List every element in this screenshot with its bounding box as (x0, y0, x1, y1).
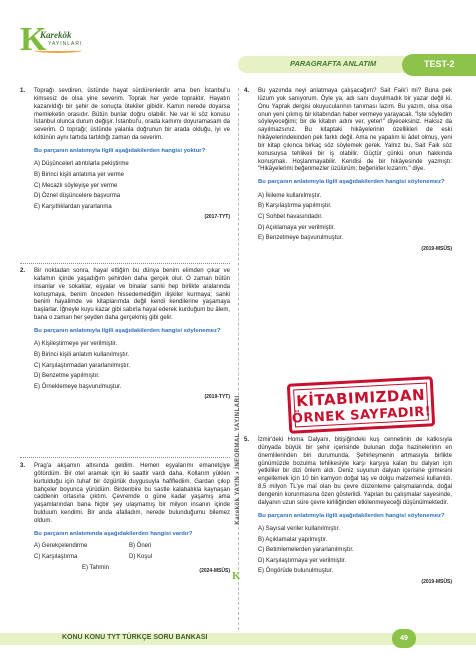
option-c[interactable]: C) Karşılaştırma (34, 554, 78, 561)
option-d[interactable]: D) Açıklamaya yer verilmiştir. (258, 224, 336, 231)
test-label: TEST-2 (424, 59, 455, 69)
publisher-logo (20, 20, 90, 62)
question-text: Bir noktadan sonra, hayal ettiğim bu dünya benim elimden çıkar ve kafamın içinde yaşadığım şehirden daha gerçek olur. O zaman bütün insanlar ve sokaklar, eşyalar ve binalar sanki hep birlikte aralarında konuşmaya, benim önceden hissedemediğim ilişkiler kurmaya; sanki benim hayalimde ve kitaplarımda değil kendi kendilerine yaşamaya başlarlar. İğneyle kuyu kazar gibi sabırla hayal ederek kurduğum bu âlem, bana o zaman her şeyden daha gerçekmiş gibi gelir. (34, 268, 230, 322)
option-c[interactable]: C) Karşılaştırmadan yararlanılmıştır. (34, 362, 131, 369)
options-list (34, 159, 230, 212)
question-number: 5. (244, 437, 250, 443)
question-text: Toprağı sevdiren, üstünde hayat sürdürenlerdir ama ben İstanbul'u kimsesiz de olsa yine severim. Toprak her yerde topraktır. Hayatın kazanıldığı bir şehir de sonuçta ötekiler gibidir. Kamın nerede doyarsa memleketin orasıdır. Bütün bunlar doğru olabilir. Ne var ki söz konusu İstanbul olunca durum değişir. İstanbul'u, orada kamımı doyuramasam da severim. O toprağı; üstünde yalanla doğrunun bir arada olduğu, iyi ve kötünün aynı tartıda tartıldığı zaman da severim. (34, 88, 230, 142)
option-b[interactable]: B) Birinci kişili anlatım kullanılmıştır. (34, 352, 130, 358)
option-a[interactable]: A) Sayısal veriler kullanılmıştır. (258, 526, 341, 533)
option-e[interactable]: E) Örneklemeye başvurulmuştur. (34, 383, 122, 390)
option-e[interactable]: E) Benzetmeye başvurulmuştur. (258, 235, 344, 242)
vertical-publisher-text: Karekök YAYIN • İNFORMAL YAYINLARI (235, 395, 241, 525)
option-a[interactable]: A) İkileme kullanılmıştır. (258, 192, 322, 199)
section-title: PARAGRAFTA ANLATIM (290, 59, 377, 68)
question-prompt: Bu parçanın anlatımıyla ilgili aşağıdakilerden hangisi yoktur? (34, 147, 206, 154)
logo-swoosh (34, 48, 82, 53)
option-b[interactable]: B) Öneri (129, 543, 152, 550)
question-5 (244, 437, 452, 587)
question-text: Bu yazımda neyi anlatmaya çalışacağım? Sait Faik'i mi? Buna pek lüzum yok sanıyorum. Öyle ya, adı sanı duyulmadık bir yazar değil ki. Onu Yaprak dergisi okuyucularının tanıması lazım. Bu yazım, olsa olsa onun yeni çıkmış bir kitabından haber vermeye yarayacak. "İşte söyledim söyleyeceğimi; bir de kitabın adını ver, yeter!" diyeceksiniz. Haksız da sayılmazsınız. Bu kitaptaki hikâyelerinin özellikleri de eski hikâyelerindekinden pek farklı değil. Ama ne yapalım ki âdet olmuş, yeni bir kitap çıkınca birkaç söz söylemek gerek. Yalnız bu, Sait Faik söz konusuysa tehlikeli bir iş olabilir. Güçtür çünkü onun hakkında konuşmak. Hoşlanmayabilir. Kendisi de bir hikâyesinde yazmıştı: "Hikâyelerimi beğenmezler üzülürüm; beğenirler kızarım." diye. (258, 88, 452, 173)
question-source: (2019-TYT) (204, 394, 230, 401)
logo-k-icon: K (20, 21, 47, 58)
stamp-line-2: ÖRNEK SAYFADIR! (291, 404, 432, 427)
option-c[interactable]: C) Mecazlı söyleyişe yer verme (34, 182, 118, 189)
question-prompt: Bu parçanın anlatımıyla ilgili aşağıdakilerden hangisi söylenemez? (258, 179, 445, 186)
question-3 (20, 463, 230, 576)
question-separator (20, 457, 230, 458)
option-c[interactable]: C) Sohbet havasındadır. (258, 213, 323, 220)
question-source: (2019-MSÜS) (421, 245, 452, 252)
stamp-line-1: KİTABIMIZDAN (295, 385, 426, 411)
question-1 (20, 88, 230, 222)
question-source: (2017-TYT) (204, 214, 230, 221)
option-c[interactable]: C) Betimlemelerden yararlanılmıştır. (258, 547, 354, 554)
option-d[interactable]: D) Öznel düşüncelere başvurma (34, 193, 121, 200)
option-e[interactable]: E) Öngörüde bulunulmuştur. (258, 568, 334, 575)
page-number: 49 (392, 629, 416, 648)
sample-page-stamp (287, 376, 435, 434)
options-list (34, 339, 230, 392)
question-text: Prag'a akşamın altısında geldim. Hemen eşyalarımı emanetçiye götürdüm. Bir otel aramak için iki saattir vardı daha. Kollarım yüklen kurtulduğu için tuhaf bir özgürlük duygusuyla hafiflediim. Gardan çıkıp bahçeler boyunca yürüdüm. Birdenbire bu sastle kalabalıkla kaynaşan caddenin ortasına çıktım. Çevremde o güne kadar yaşamış ama yaşamlarından bana hiçbir şey ulaşmamış bir milyon insanın içinde bulduum kendimi. Bir anda afalladım, nerede bulunduğumu bilemez oldum. (34, 463, 230, 524)
question-number: 2. (20, 268, 26, 274)
options-grid (34, 542, 230, 562)
footer-title: KONU KONU TYT TÜRKÇE SORU BANKASI (62, 634, 208, 641)
option-d[interactable]: D) Benzetme yapılmıştır. (34, 373, 100, 380)
question-4 (244, 88, 452, 254)
option-b[interactable]: B) Karşılaştırma yapılmıştır. (258, 203, 332, 210)
question-2 (20, 268, 230, 402)
option-d[interactable]: D) Koşul (129, 554, 153, 561)
option-e[interactable]: E) Tahmin (82, 565, 109, 572)
question-number: 1. (20, 88, 26, 94)
option-a[interactable]: A) Gerekçelendirme (34, 543, 88, 550)
question-prompt: Bu parçanın anlatımıyla ilgili aşağıdakilerden hangisi söylenemez? (34, 327, 221, 334)
option-a[interactable]: A) Kişileştirmeye yer verilmiştir. (34, 341, 118, 348)
option-d[interactable]: D) Karşılaştırmaya yer verilmiştir. (258, 557, 347, 564)
question-number: 4. (244, 88, 250, 94)
vertical-k-icon: K (232, 570, 241, 582)
question-prompt: Bu parçanın anlatımında aşağıdakilerden hangisi vardır? (34, 530, 193, 537)
question-separator (20, 263, 230, 264)
options-list (258, 524, 452, 577)
options-list (258, 191, 452, 244)
question-source: (2019-MSÜS) (421, 579, 452, 586)
option-e[interactable]: E) Karşıtlıklardan yararlanma (34, 203, 112, 210)
option-b[interactable]: B) Birinci kişili anlatıma yer verme (34, 172, 125, 178)
question-text: İzmir'deki Homa Dalyanı, bitişiğindeki kuş cennetinin de katkısıyla dünyada büyük bir şehir içerisinde bulunan doğa hazinelerinin en önemlilerinden biri durumunda. Şehirleşmenin artmasıyla birlikte günümüzde bozulma tehlikesiyle karşı karşıya kalan bu dalyan için yetkililer bir dizi önlem aldı. Deniz suyunun dalyan içerisine girmesini engellemek için 10 bin kamyon doğal taş ve dolgu malzemesi kullanıldı. 8,5 milyon TL'ye mal olan bu çevre düzenleme çalışmalarında, doğal dengenin korunmasına özen gösterildi. Yapılan bu çalışmalar sayesinde, dalyanın uzun süre çevre kirliliğinden etkilenmeyeceği düşünülmektedir. (258, 437, 452, 506)
question-number: 3. (20, 463, 26, 469)
option-b[interactable]: B) Açıklamalar yapılmıştır. (258, 536, 328, 543)
question-prompt: Bu parçanın anlatımıyla ilgili aşağıdakilerden hangisi söylenemez? (258, 512, 445, 519)
option-a[interactable]: A) Düşünceleri atıntılarla pekiştirme (34, 161, 129, 168)
logo-brand: Karekök (40, 30, 72, 40)
logo-sub: YAYINLARI (48, 41, 83, 47)
vertical-strip (232, 340, 244, 600)
question-source: (2024-MSÜS) (199, 568, 230, 575)
